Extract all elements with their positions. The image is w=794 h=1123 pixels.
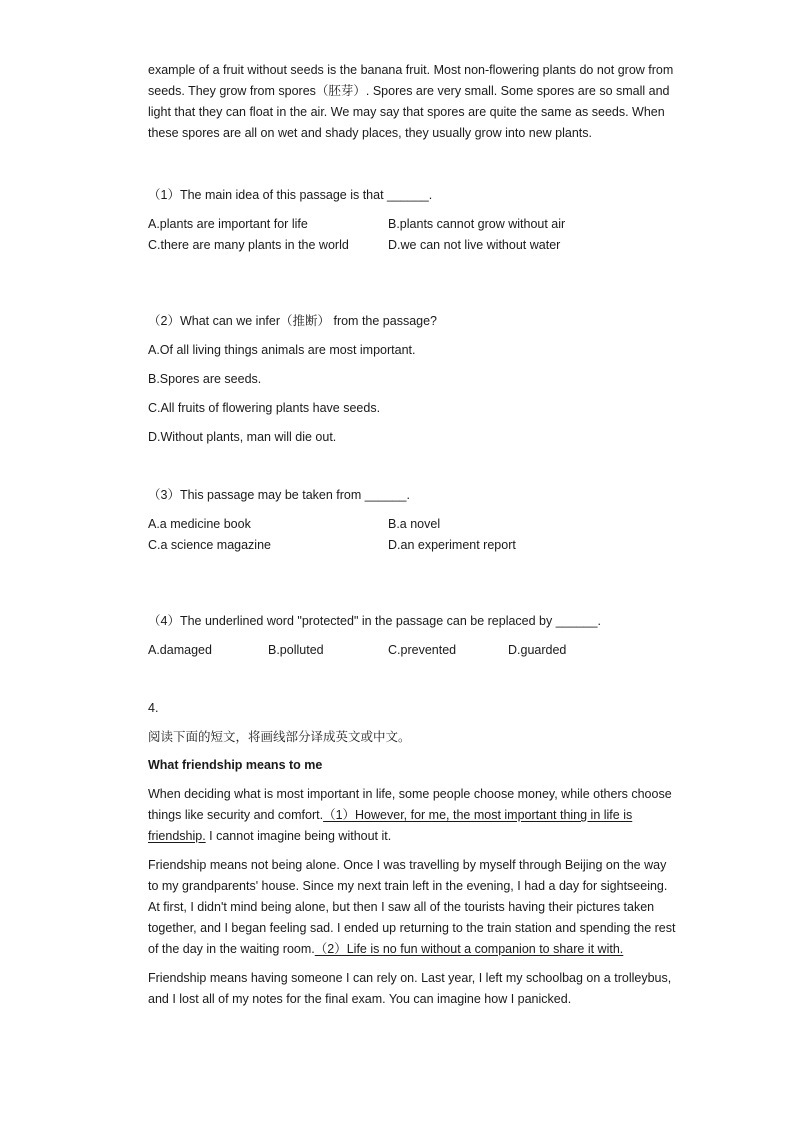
question-3-options <box>148 514 678 555</box>
question-4-stem: （4）The underlined word "protected" in the passage can be replaced by ______. <box>148 614 601 628</box>
q3-option-b[interactable]: B.a novel <box>388 517 441 531</box>
question-1-options <box>148 214 678 255</box>
section-4-instruction: 阅读下面的短文，将画线部分译成英文或中文。 <box>148 729 411 744</box>
question-3-stem: （3）This passage may be taken from ______. <box>148 488 410 502</box>
question-4 <box>148 611 678 660</box>
q2-option-a[interactable]: A.Of all living things animals are most important. <box>148 343 416 357</box>
paragraph-1-intro: When deciding what is most important in life, some people choose money, while others choose things like security and comfort. <box>148 787 672 822</box>
section-4 <box>148 698 678 1010</box>
underlined-sentence-1: （1）However, for me, the most important thing in life is friendship. <box>148 808 633 843</box>
content-area <box>148 60 678 1010</box>
q1-option-d[interactable]: D.we can not live without water <box>388 238 561 252</box>
paragraph-2-body: Friendship means not being alone. Once I was travelling by myself through Beijing on the way to my grandparents' house. Since my next train left in the evening, I had a day for sightseeing. At first, I didn't mind being alone, but then I saw all of the tourists having their pictures taken together, and I began feeling sad. I ended up returning to the train station and spending the rest of the day in the waiting room. <box>148 858 676 956</box>
q3-option-c[interactable]: C.a science magazine <box>148 538 271 552</box>
q2-option-d[interactable]: D.Without plants, man will die out. <box>148 430 337 444</box>
underlined-sentence-2: （2）Life is no fun without a companion to share it with. <box>314 942 624 956</box>
section-4-number: 4. <box>148 701 159 715</box>
paragraph-1-end: I cannot imagine being without it. <box>205 829 392 843</box>
question-2 <box>148 311 678 447</box>
question-3 <box>148 485 678 555</box>
q3-option-a[interactable]: A.a medicine book <box>148 517 251 531</box>
question-1 <box>148 185 678 255</box>
paragraph-3: Friendship means having someone I can rely on. Last year, I left my schoolbag on a trolleybus, and I lost all of my notes for the final exam. You can imagine how I panicked. <box>148 971 672 1006</box>
q1-option-b[interactable]: B.plants cannot grow without air <box>388 217 566 231</box>
paragraph-2 <box>148 855 678 960</box>
question-1-stem: （1）The main idea of this passage is that ______. <box>148 188 433 202</box>
question-4-options <box>148 640 678 660</box>
q3-option-d[interactable]: D.an experiment report <box>388 538 516 552</box>
passage-title: What friendship means to me <box>148 758 323 772</box>
q4-option-b[interactable]: B.polluted <box>268 643 324 657</box>
q4-option-d[interactable]: D.guarded <box>508 643 567 657</box>
q2-option-b[interactable]: B.Spores are seeds. <box>148 372 262 386</box>
passage-end: example of a fruit without seeds is the banana fruit. Most non-flowering plants do not grow from seeds. They grow from spores（胚芽）. Spores are very small. Some spores are so small and light that they can float in the air. We may say that spores are quite the same as seeds. When these spores are all on wet and shady places, they usually grow into new plants. <box>148 63 674 140</box>
q4-option-c[interactable]: C.prevented <box>388 643 457 657</box>
q2-option-c[interactable]: C.All fruits of flowering plants have seeds. <box>148 401 381 415</box>
q4-option-a[interactable]: A.damaged <box>148 643 212 657</box>
question-2-stem: （2）What can we infer（推断） from the passage? <box>148 314 438 328</box>
q1-option-a[interactable]: A.plants are important for life <box>148 217 308 231</box>
paragraph-1 <box>148 784 678 847</box>
q1-option-c[interactable]: C.there are many plants in the world <box>148 238 349 252</box>
